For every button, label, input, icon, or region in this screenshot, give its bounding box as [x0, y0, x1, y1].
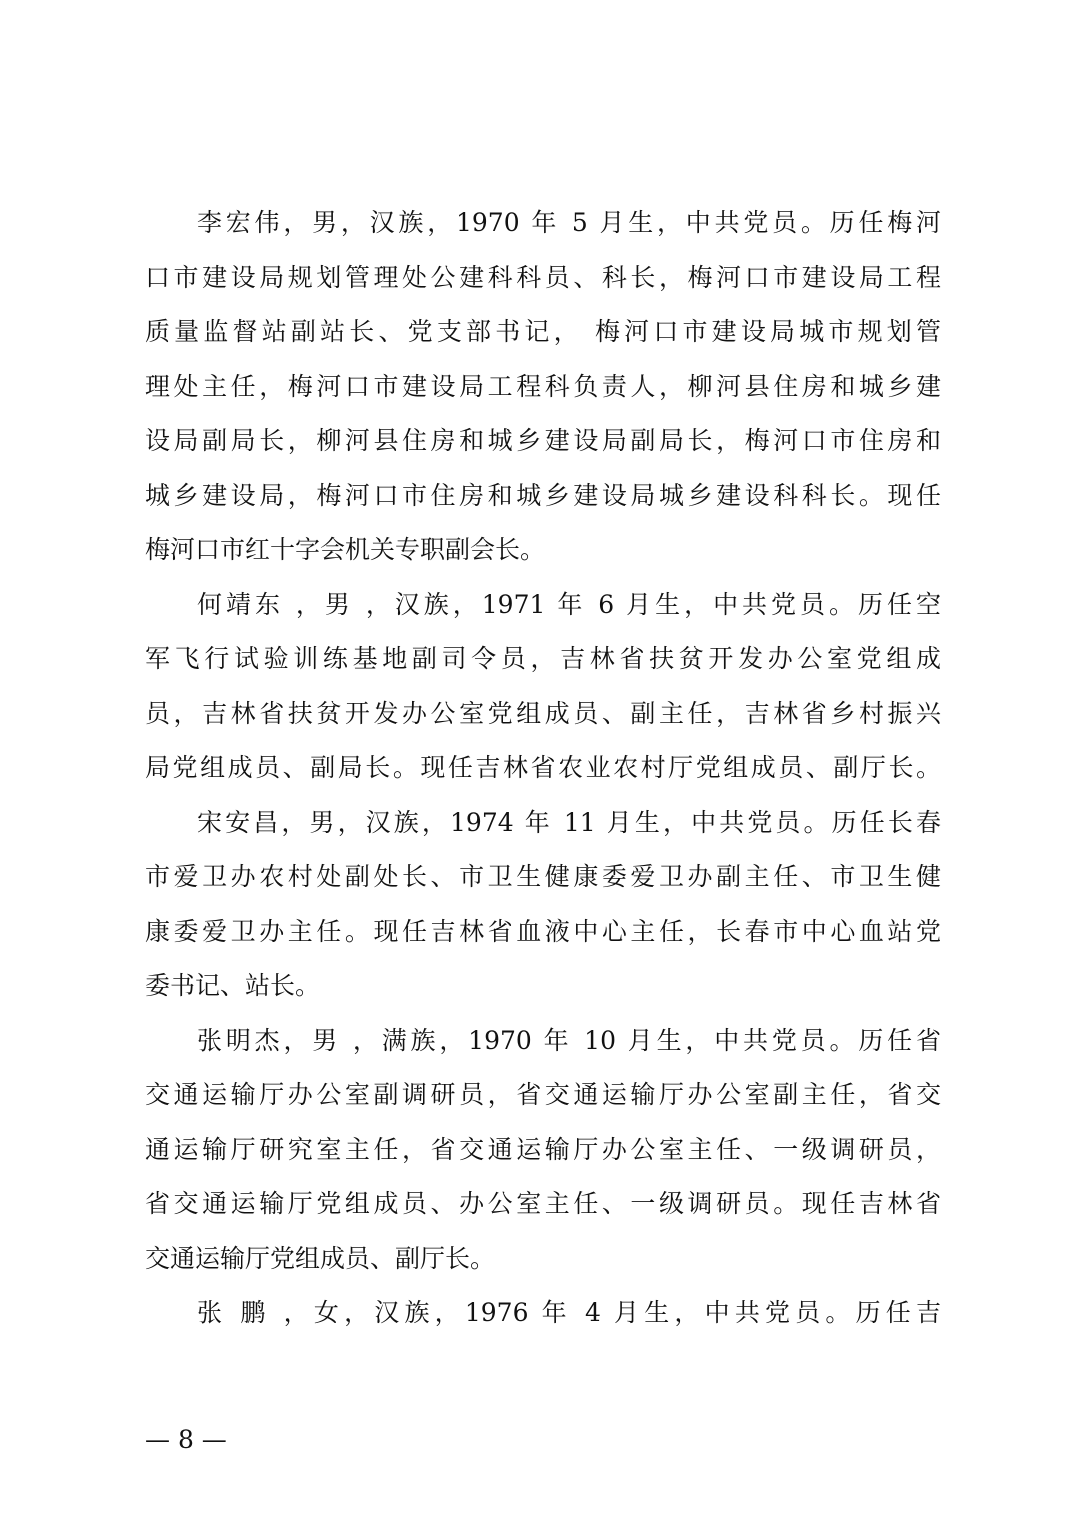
paragraph-line: 城乡建设局，梅河口市住房和城乡建设局城乡建设科科长。现任: [145, 480, 941, 510]
paragraph-line: 宋安昌，男，汉族，1974 年 11 月生，中共党员。历任长春: [197, 807, 941, 837]
paragraph-line: 员，吉林省扶贫开发办公室党组成员、副主任，吉林省乡村振兴: [145, 698, 941, 728]
paragraph-line: 梅河口市红十字会机关专职副会长。: [145, 535, 546, 564]
page-number: — 8 —: [145, 1425, 227, 1454]
paragraph-line: 张明杰，男 ，满族，1970 年 10 月生，中共党员。历任省: [197, 1025, 941, 1055]
paragraph-line: 李宏伟，男，汉族，1970 年 5 月生，中共党员。历任梅河: [197, 208, 941, 237]
paragraph-line: 市爱卫办农村处副处长、市卫生健康委爱卫办副主任、市卫生健: [145, 862, 941, 891]
paragraph-line: 设局副局长，柳河县住房和城乡建设局副局长，梅河口市住房和: [145, 426, 941, 455]
paragraph-line: 口市建设局规划管理处公建科科员、科长，梅河口市建设局工程: [145, 262, 941, 292]
paragraph-line: 省交通运输厅党组成员、办公室主任、一级调研员。现任吉林省: [145, 1189, 941, 1218]
paragraph-line: 理处主任，梅河口市建设局工程科负责人，柳河县住房和城乡建: [145, 371, 941, 401]
paragraph-line: 通运输厅研究室主任，省交通运输厅办公室主任、一级调研员，: [145, 1134, 941, 1164]
document-body: [145, 196, 941, 1341]
paragraph-line: 委书记、站长。: [145, 971, 321, 1000]
paragraph-line: 质量监督站副站长、党支部书记， 梅河口市建设局城市规划管: [145, 317, 941, 346]
paragraph-line: 军飞行试验训练基地副司令员，吉林省扶贫开发办公室党组成: [145, 644, 941, 673]
paragraph-line: 局党组成员、副局长。现任吉林省农业农村厅党组成员、副厅长。: [145, 753, 941, 782]
paragraph-line: 张 鹏 ，女，汉族，1976 年 4 月生，中共党员。历任吉: [197, 1298, 941, 1327]
paragraph-line: 交通运输厅党组成员、副厅长。: [145, 1243, 496, 1273]
paragraph-line: 交通运输厅办公室副调研员，省交通运输厅办公室副主任，省交: [145, 1080, 941, 1109]
paragraph-line: 康委爱卫办主任。现任吉林省血液中心主任，长春市中心血站党: [145, 916, 941, 946]
paragraph-line: 何靖东 ，男 ，汉族，1971 年 6 月生，中共党员。历任空: [197, 589, 941, 619]
